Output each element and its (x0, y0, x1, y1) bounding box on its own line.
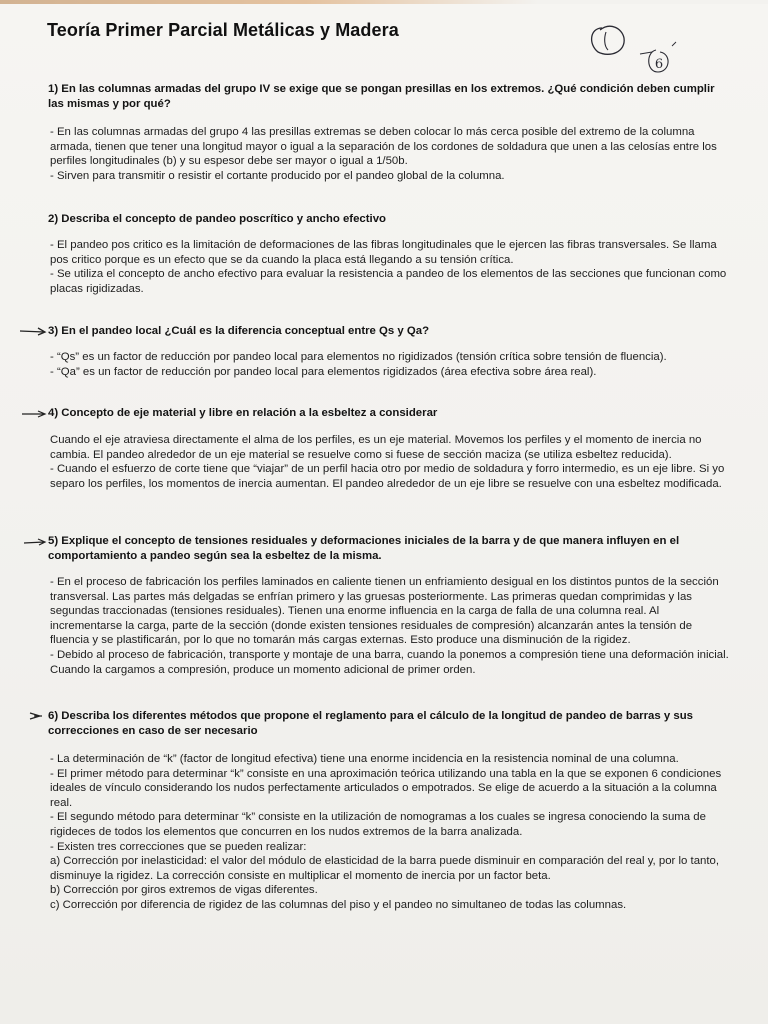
grade-number: 6 (654, 57, 664, 72)
answer-2-paragraph: - Se utiliza el concepto de ancho efectivo para evaluar la resistencia a pandeo de los elementos de las secciones que funcionan como placas rigidizadas. (50, 268, 727, 295)
answer-5 (50, 575, 730, 677)
page-top-edge (0, 0, 768, 4)
answer-6-paragraph: - Existen tres correcciones que se pueden realizar: (50, 840, 307, 853)
answer-6-paragraph: - El primer método para determinar “k” consiste en una aproximación teórica utilizando una tabla en la que se exponen 6 condiciones ideales de vínculo considerando los nudos perfectamente articulados o empotrados. Se elige de acuerdo a la situación a la columna real. (50, 767, 722, 809)
question-2: 2) Describa el concepto de pandeo poscrítico y ancho efectivo (48, 213, 387, 225)
question-1: 1) En las columnas armadas del grupo IV se exige que se pongan presillas en los extremos. ¿Qué condición deben cumplir las mismas y por qué? (48, 83, 715, 110)
question-4: 4) Concepto de eje material y libre en relación a la esbeltez a considerar (48, 407, 438, 419)
answer-3-paragraph: - “Qa” es un factor de reducción por pandeo local para elementos rigidizados (área efectiva sobre área real). (50, 365, 597, 378)
answer-4-paragraph: Cuando el eje atraviesa directamente el alma de los perfiles, es un eje material. Movemos los perfiles y el momento de inercia no cambia. El pandeo alrededor de un eje material se resuelve como si fuese de sección maciza (se utiliza esbeltez reducida). (50, 434, 702, 461)
handwritten-arrow-icon (28, 711, 46, 721)
question-3: 3) En el pandeo local ¿Cuál es la diferencia conceptual entre Qs y Qa? (48, 325, 430, 337)
answer-4 (50, 433, 730, 491)
answer-2-paragraph: - El pandeo pos critico es la limitación de deformaciones de las fibras longitudinales que le ejercen las fibras transversales. Se llama pos critico porque es un efecto que se da cuando la placa está llegando a su tensión crítica. (50, 239, 717, 266)
answer-4-paragraph: - Cuando el esfuerzo de corte tiene que “viajar” de un perfil hacia otro por medio de soldadura y forro intermedio, es un eje libre. Si yo separo los perfiles, los momentos de inercia aumentan. El pandeo alrededor de un eje libre se resuelve con una esbeltez modificada. (50, 463, 725, 490)
answer-5-paragraph: - En el proceso de fabricación los perfiles laminados en caliente tienen un enfriamiento desigual en los distintos puntos de la sección transversal. Las partes más delgadas se enfrían primero y las gruesas posteriormente. Las primeras quedan comprimidas y las segundas traccionadas (tensiones residuales). Tienen una enorme influencia en la carga de falla de una columna real. Al incrementarse la carga, parte de la sección (donde existen tensiones residuales de compresión) alcanzarán antes la tensión de fluencia y se plastificarán, por lo que no tomarán más cargas externas. Esto produce una disminución de la rigidez. (50, 576, 719, 647)
question-6: 6) Describa los diferentes métodos que propone el reglamento para el cálculo de la longitud de pandeo de barras y sus correcciones en caso de ser necesario (48, 710, 694, 737)
question-5: 5) Explique el concepto de tensiones residuales y deformaciones iniciales de la barra y de que manera influyen en el comportamiento a pandeo según sea la esbeltez de la misma. (48, 535, 680, 562)
answer-6-paragraph: - La determinación de “k” (factor de longitud efectiva) tiene una enorme incidencia en la resistencia nominal de una columna. (50, 753, 679, 765)
answer-1-paragraph: - En las columnas armadas del grupo 4 las presillas extremas se deben colocar lo más cerca posible del extremo de la columna armada, tienen que tener una longitud mayor o igual a la separación de los cordones de soldadura que unen a las celosías entre los perfiles longitudinales (b) y su espesor debe ser mayor o igual a 1/50b. (50, 126, 717, 168)
handwritten-arrow-icon (18, 326, 48, 336)
answer-6-paragraph: b) Corrección por giros extremos de vigas diferentes. (50, 884, 318, 897)
handwritten-arrow-icon (18, 409, 48, 419)
handwritten-grade-mark (580, 14, 690, 84)
answer-2 (50, 238, 730, 296)
answer-6 (50, 752, 730, 913)
answer-3 (50, 350, 730, 379)
handwritten-arrow-icon (18, 537, 48, 547)
answer-6-paragraph: - El segundo método para determinar “k” consiste en la utilización de nomogramas a los cuales se ingresa conociendo la suma de rigideces de todos los elementos que concurren en los nudos extremos de la barra analizada. (50, 811, 706, 838)
answer-1-paragraph: - Sirven para transmitir o resistir el cortante producido por el pandeo global de la columna. (50, 169, 505, 182)
page-title: Teoría Primer Parcial Metálicas y Madera (47, 20, 399, 40)
answer-6-paragraph: c) Corrección por diferencia de rigidez de las columnas del piso y el pandeo no simultaneo de todas las columnas. (50, 898, 627, 911)
answer-5-paragraph: - Debido al proceso de fabricación, transporte y montaje de una barra, cuando la ponemos a compresión tiene una deformación inicial. Cuando la cargamos a compresión, produce un momento adicional de primer orden. (50, 648, 729, 676)
answer-1 (50, 125, 730, 183)
answer-6-paragraph: a) Corrección por inelasticidad: el valor del módulo de elasticidad de la barra puede disminuir en comparación del real y, por lo tanto, disminuye la rigidez. La corrección consiste en multiplicar el momento de inercia por un factor beta. (50, 855, 720, 882)
answer-3-paragraph: - “Qs” es un factor de reducción por pandeo local para elementos no rigidizados (tensión crítica sobre tensión de fluencia). (50, 351, 667, 363)
